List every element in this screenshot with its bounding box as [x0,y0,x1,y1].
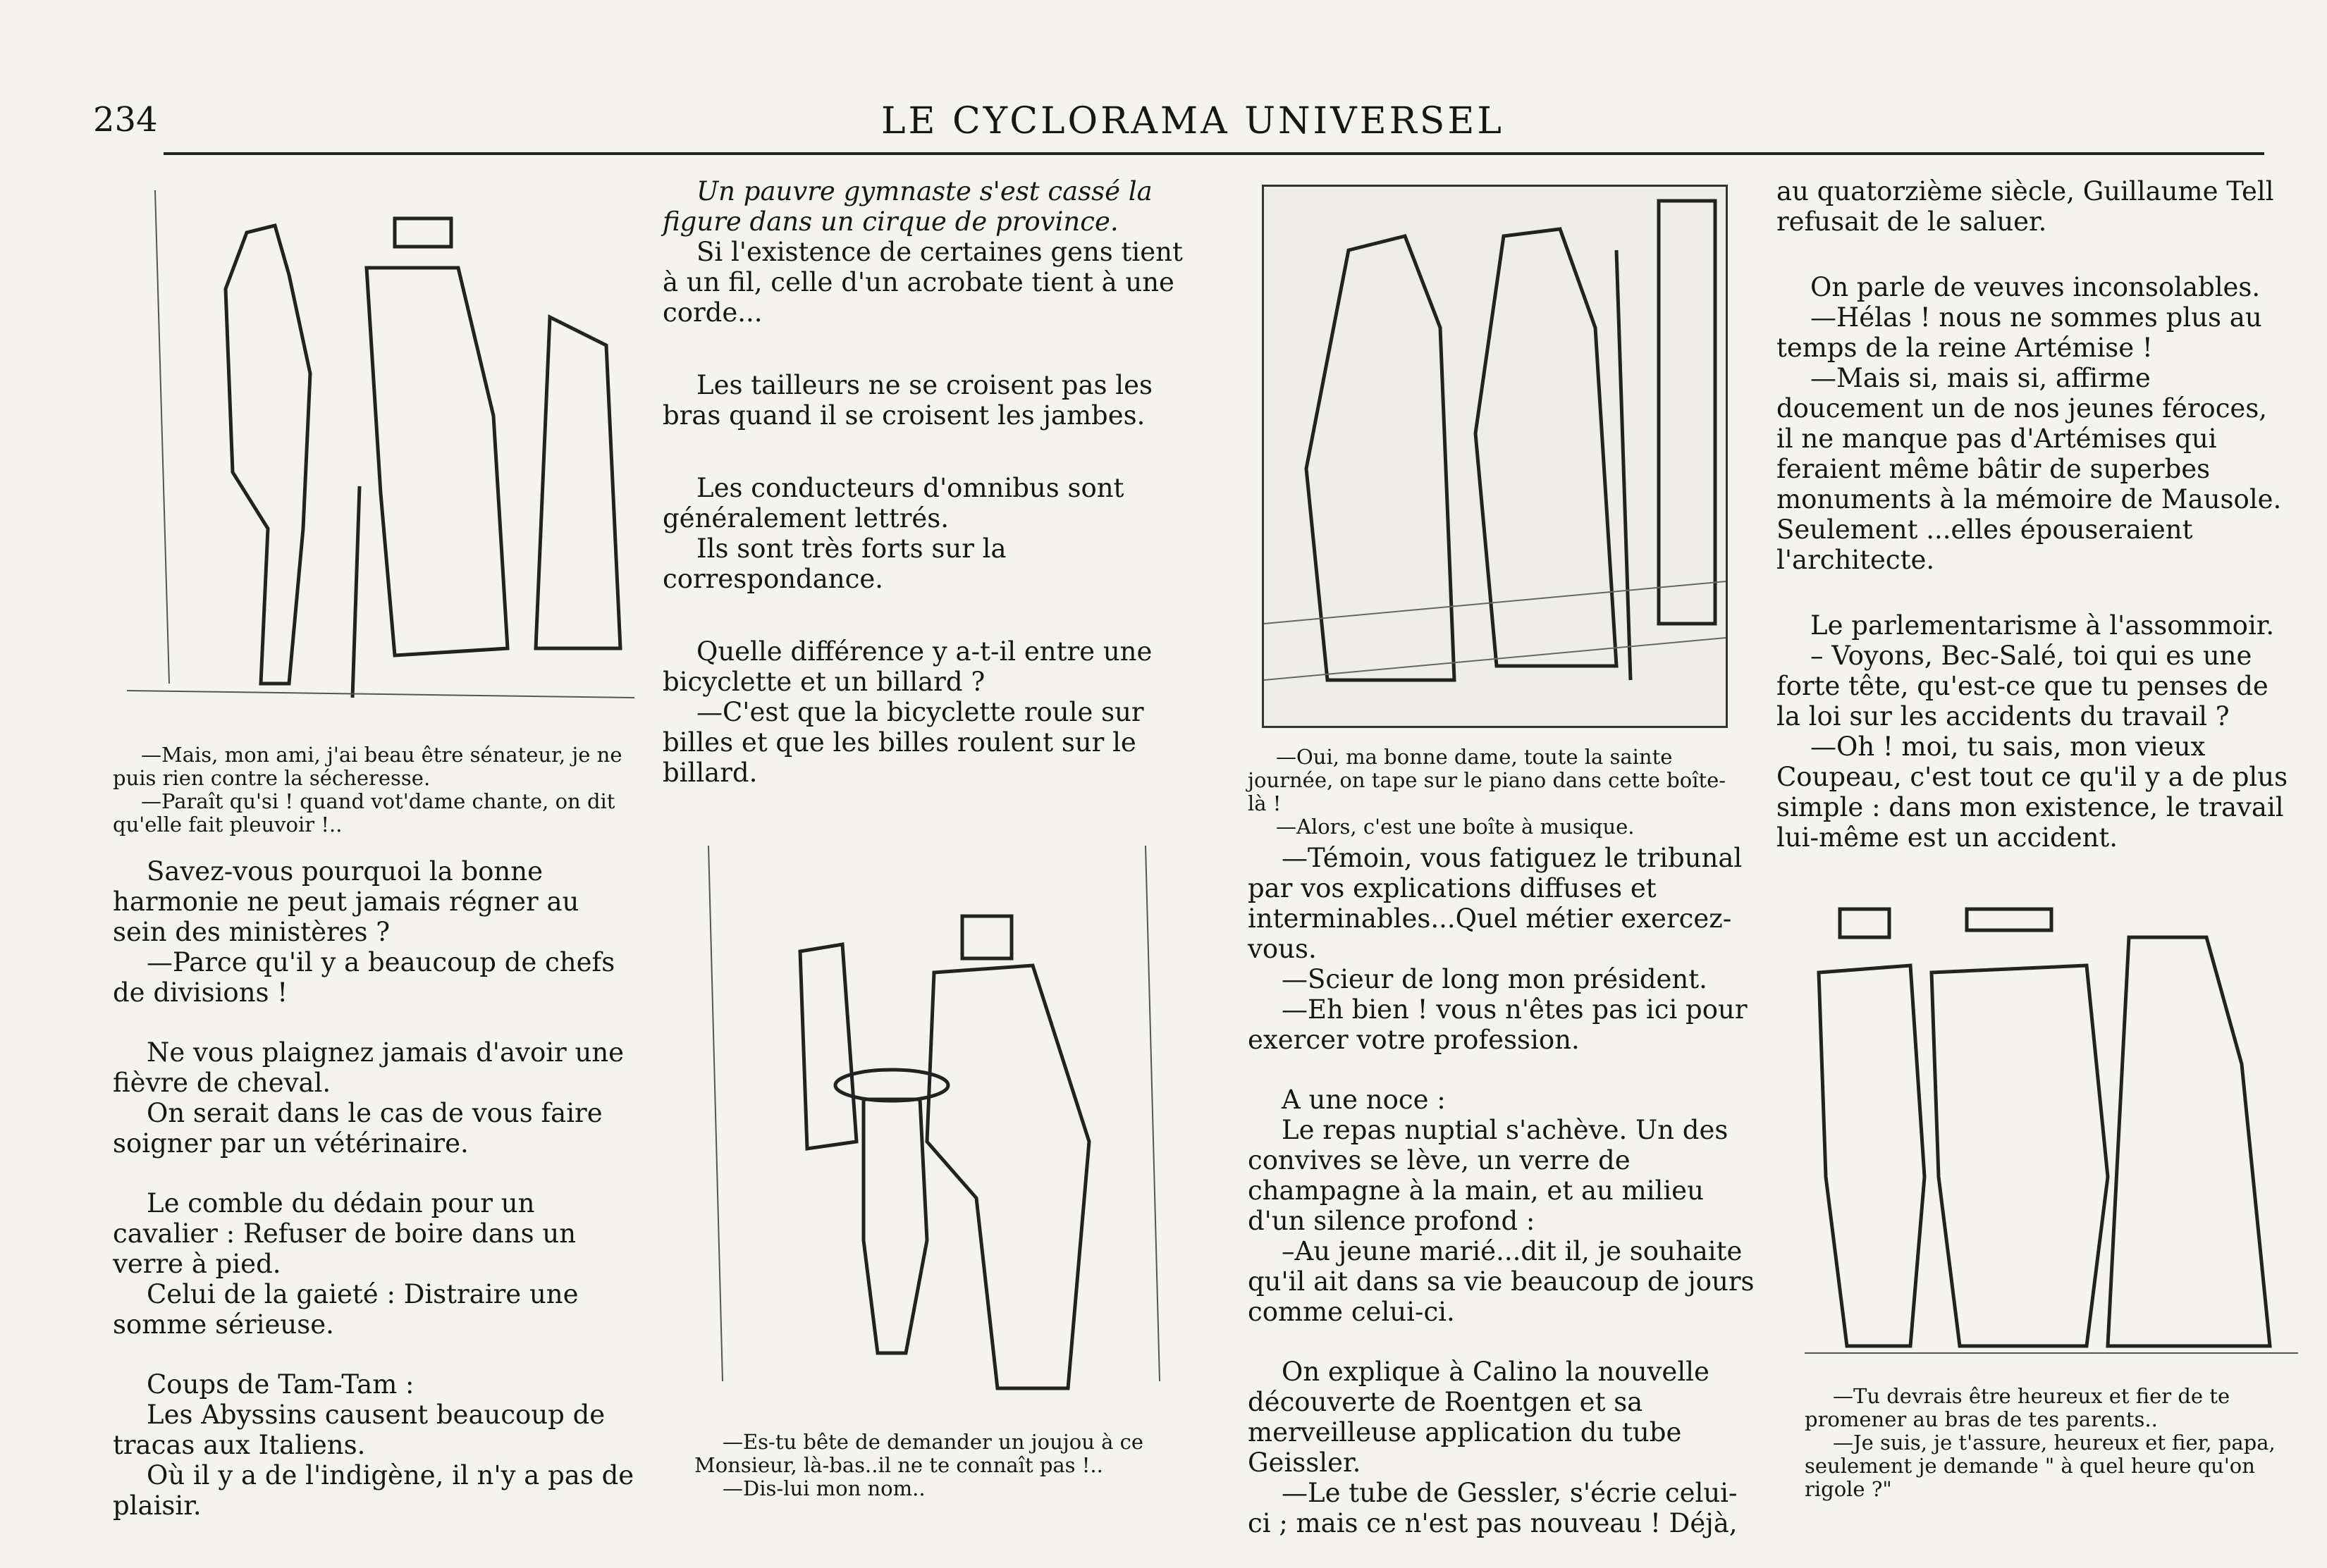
illustration-child [694,846,1188,1409]
paragraph-calino: On explique à Calino la nouvelle découverte de Roentgen et sa merveilleuse application du tube Geissler. —Le tube de Gessler, s'écrie celui-ci ; mais ce n'est pas nouveau ! Déjà, [1248,1357,1738,1538]
paragraph-temoin: —Témoin, vous fatiguez le tribunal par vos explications diffuses et interminables...Quel métier exercez-vous. —Scieur de long mon président. —Eh bien ! vous n'êtes pas ici pour exercer votre profession. [1248,843,1748,1055]
paragraph-parlementarisme: Le parlementarisme à l'assommoir. – Voyons, Bec-Salé, toi qui es une forte tête, qu'est-ce que tu penses de la loi sur les accidents du travail ? —Oh ! moi, tu sais, mon vieux Coupeau, c'est tout ce qu'il y a de plus simple : dans mon existence, le travail lui-même est un accident. [1776,610,2288,853]
paragraph-fievre: Ne vous plaignez jamais d'avoir une fièvre de cheval. On serait dans le cas de vous faire soigner par un vétérinaire. [113,1037,625,1159]
column-4-text [1776,176,2291,882]
illustration-piano-box[interactable] [1262,185,1728,728]
page-number: 234 [93,100,158,140]
header-rule [164,152,2264,155]
illustration-senator [127,190,634,740]
paragraph-noce: A une noce : Le repas nuptial s'achève. Un des convives se lève, un verre de champagne à la main, et au milieu d'un silence profond : –Au jeune marié...dit il, je souhaite qu'il ait dans sa vie beaucoup de jours comme celui-ci. [1248,1085,1755,1327]
caption-family: —Tu devrais être heureux et fier de te promener au bras de tes parents.. —Je suis, je t'assure, heureux et fier, papa, seulement je demande " à quel heure qu'on rigole ?" [1805,1384,2276,1501]
paragraph-gymnaste: Un pauvre gymnaste s'est cassé la figure dans un cirque de province. Si l'existence de certaines gens tient à un fil, celle d'un acrobate tient à une corde... [663,176,1183,328]
illustration-family [1805,881,2298,1374]
paragraph-tamtam: Coups de Tam-Tam : Les Abyssins causent beaucoup de tracas aux Italiens. Où il y a de l'indigène, il n'y a pas de plaisir. [113,1369,634,1521]
paragraph-tailleurs: Les tailleurs ne se croisent pas les bras quand il se croisent les jambes. [663,370,1153,431]
paragraph-bicyclette: Quelle différence y a-t-il entre une bicyclette et un billard ? —C'est que la bicyclette roule sur billes et que les billes roulent sur le billard. [663,636,1153,788]
column-1-text [113,856,634,1550]
caption-child: —Es-tu bête de demander un joujou à ce Monsieur, là-bas..il ne te connaît pas !.. —Dis-lui mon nom.. [694,1430,1144,1500]
column-2-text [663,176,1184,817]
paragraph-veuves: On parle de veuves inconsolables. —Hélas ! nous ne sommes plus au temps de la reine Artémise ! —Mais si, mais si, affirme doucement un de nos jeunes féroces, il ne manque pas d'Artémises qui feraient même bâtir de superbes monuments à la mémoire de Mausole. Seulement ...elles épouseraient l'architecte. [1776,272,2282,575]
caption-piano-box: —Oui, ma bonne dame, toute la sainte journée, on tape sur le piano dans cette boîte-là ! —Alors, c'est une boîte à musique. [1248,745,1726,839]
column-3-text [1248,843,1755,1568]
paragraph-guillaume: au quatorzième siècle, Guillaume Tell refusait de le saluer. [1776,176,2274,237]
paragraph-harmonie: Savez-vous pourquoi la bonne harmonie ne peut jamais régner au sein des ministères ? —Parce qu'il y a beaucoup de chefs de divisions ! [113,856,615,1008]
paragraph-conducteurs: Les conducteurs d'omnibus sont généralement lettrés. Ils sont très forts sur la correspondance. [663,473,1124,594]
running-title: LE CYCLORAMA UNIVERSEL [881,100,1504,142]
paragraph-comble: Le comble du dédain pour un cavalier : Refuser de boire dans un verre à pied. Celui de la gaieté : Distraire une somme sérieuse. [113,1188,579,1340]
caption-senator: —Mais, mon ami, j'ai beau être sénateur, je ne puis rien contre la sécheresse. —Paraît qu'si ! quand vot'dame chante, on dit qu'elle fait pleuvoir !.. [113,743,622,837]
